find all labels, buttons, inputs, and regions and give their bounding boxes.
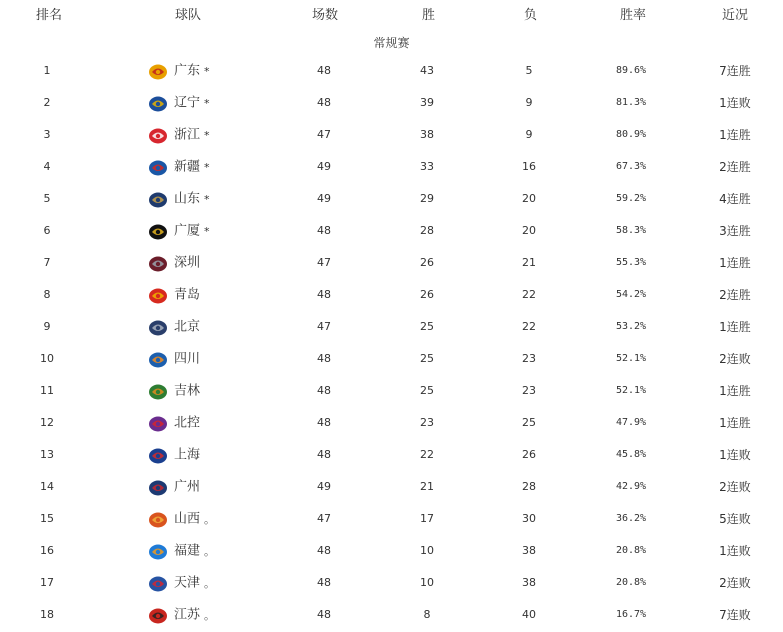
losses-cell: 40 bbox=[522, 608, 536, 621]
playoff-mark: * bbox=[204, 64, 210, 78]
win-pct-cell: 55.3% bbox=[615, 257, 647, 268]
losses-cell: 16 bbox=[522, 160, 536, 173]
rank-cell: 4 bbox=[43, 160, 51, 173]
team-cell[interactable] bbox=[148, 439, 204, 472]
games-cell: 47 bbox=[317, 256, 331, 269]
table-row[interactable] bbox=[0, 87, 783, 119]
team-name: 江苏 bbox=[174, 607, 201, 623]
table-row[interactable] bbox=[0, 567, 783, 599]
team-logo-icon bbox=[148, 351, 168, 369]
rank-cell: 17 bbox=[40, 576, 54, 589]
losses-cell: 30 bbox=[522, 512, 536, 525]
win-pct-cell: 20.8% bbox=[615, 545, 647, 556]
team-cell[interactable] bbox=[148, 215, 210, 248]
team-name: 广州 bbox=[174, 479, 201, 495]
team-name: 广东 bbox=[174, 63, 201, 79]
win-pct-cell: 89.6% bbox=[615, 65, 647, 76]
recent-form-cell: 2连败 bbox=[719, 480, 751, 494]
rank-cell: 18 bbox=[40, 608, 54, 621]
team-name: 福建 bbox=[174, 543, 201, 559]
rank-cell: 12 bbox=[40, 416, 54, 429]
table-row[interactable] bbox=[0, 119, 783, 151]
win-pct-cell: 36.2% bbox=[615, 513, 647, 524]
recent-form-cell: 4连胜 bbox=[719, 192, 751, 206]
team-logo-icon bbox=[148, 223, 168, 241]
header-pct: 胜率 bbox=[620, 8, 647, 23]
games-cell: 48 bbox=[317, 608, 331, 621]
playoff-mark: * bbox=[204, 224, 210, 238]
team-cell[interactable] bbox=[148, 311, 204, 344]
team-name: 上海 bbox=[174, 447, 201, 463]
wins-cell: 43 bbox=[420, 64, 434, 77]
wins-cell: 17 bbox=[420, 512, 434, 525]
team-name: 青岛 bbox=[174, 287, 201, 303]
header-losses: 负 bbox=[524, 8, 538, 23]
losses-cell: 20 bbox=[522, 192, 536, 205]
losses-cell: 9 bbox=[525, 128, 533, 141]
rank-cell: 13 bbox=[40, 448, 54, 461]
games-cell: 48 bbox=[317, 224, 331, 237]
team-logo-icon bbox=[148, 511, 168, 529]
team-logo-icon bbox=[148, 287, 168, 305]
rank-cell: 15 bbox=[40, 512, 54, 525]
team-logo-icon bbox=[148, 575, 168, 593]
games-cell: 48 bbox=[317, 288, 331, 301]
games-cell: 48 bbox=[317, 384, 331, 397]
team-logo-icon bbox=[148, 543, 168, 561]
team-cell[interactable] bbox=[148, 567, 215, 600]
team-name: 山东 bbox=[174, 191, 201, 207]
recent-form-cell: 1连败 bbox=[719, 544, 751, 558]
team-cell[interactable] bbox=[148, 375, 204, 408]
table-row[interactable] bbox=[0, 311, 783, 343]
losses-cell: 25 bbox=[522, 416, 536, 429]
team-logo-icon bbox=[148, 415, 168, 433]
wins-cell: 25 bbox=[420, 352, 434, 365]
win-pct-cell: 20.8% bbox=[615, 577, 647, 588]
team-name: 吉林 bbox=[174, 383, 201, 399]
team-logo-icon bbox=[148, 383, 168, 401]
rank-cell: 7 bbox=[43, 256, 51, 269]
games-cell: 48 bbox=[317, 64, 331, 77]
wins-cell: 26 bbox=[420, 256, 434, 269]
losses-cell: 38 bbox=[522, 576, 536, 589]
games-cell: 49 bbox=[317, 480, 331, 493]
rank-cell: 14 bbox=[40, 480, 54, 493]
team-logo-icon bbox=[148, 319, 168, 337]
team-name: 深圳 bbox=[174, 255, 201, 271]
recent-form-cell: 2连败 bbox=[719, 352, 751, 366]
rank-cell: 2 bbox=[43, 96, 51, 109]
team-cell[interactable] bbox=[148, 183, 210, 216]
team-logo-icon bbox=[148, 95, 168, 113]
recent-form-cell: 1连胜 bbox=[719, 384, 751, 398]
team-cell[interactable] bbox=[148, 87, 210, 120]
rank-cell: 3 bbox=[43, 128, 51, 141]
win-pct-cell: 52.1% bbox=[615, 353, 647, 364]
table-row[interactable] bbox=[0, 343, 783, 375]
rank-cell: 11 bbox=[40, 384, 54, 397]
team-cell[interactable] bbox=[148, 151, 210, 184]
team-name: 天津 bbox=[174, 575, 201, 591]
playoff-mark: * bbox=[204, 192, 210, 206]
games-cell: 49 bbox=[317, 192, 331, 205]
win-pct-cell: 67.3% bbox=[615, 161, 647, 172]
losses-cell: 22 bbox=[522, 320, 536, 333]
wins-cell: 10 bbox=[420, 544, 434, 557]
recent-form-cell: 3连胜 bbox=[719, 224, 751, 238]
team-logo-icon bbox=[148, 447, 168, 465]
team-logo-icon bbox=[148, 127, 168, 145]
games-cell: 49 bbox=[317, 160, 331, 173]
games-cell: 47 bbox=[317, 128, 331, 141]
table-header bbox=[0, 0, 783, 32]
wins-cell: 21 bbox=[420, 480, 434, 493]
recent-form-cell: 7连胜 bbox=[719, 64, 751, 78]
win-pct-cell: 42.9% bbox=[615, 481, 647, 492]
table-row[interactable] bbox=[0, 535, 783, 567]
games-cell: 48 bbox=[317, 544, 331, 557]
table-row[interactable] bbox=[0, 375, 783, 407]
recent-form-cell: 5连败 bbox=[719, 512, 751, 526]
team-logo-icon bbox=[148, 607, 168, 625]
team-cell[interactable] bbox=[148, 279, 204, 312]
rank-cell: 10 bbox=[40, 352, 54, 365]
games-cell: 48 bbox=[317, 448, 331, 461]
losses-cell: 9 bbox=[525, 96, 533, 109]
team-name: 四川 bbox=[174, 351, 201, 367]
table-row[interactable] bbox=[0, 183, 783, 215]
playoff-mark: * bbox=[204, 160, 210, 174]
games-cell: 48 bbox=[317, 352, 331, 365]
losses-cell: 21 bbox=[522, 256, 536, 269]
losses-cell: 22 bbox=[522, 288, 536, 301]
table-body bbox=[0, 55, 783, 631]
table-row[interactable] bbox=[0, 599, 783, 631]
games-cell: 48 bbox=[317, 96, 331, 109]
playoff-mark: 。 bbox=[204, 512, 216, 526]
team-cell[interactable] bbox=[148, 247, 204, 280]
recent-form-cell: 2连败 bbox=[719, 576, 751, 590]
rank-cell: 9 bbox=[43, 320, 51, 333]
losses-cell: 28 bbox=[522, 480, 536, 493]
playoff-mark: 。 bbox=[204, 576, 216, 590]
table-row[interactable] bbox=[0, 247, 783, 279]
header-games: 场数 bbox=[312, 8, 339, 23]
team-logo-icon bbox=[148, 159, 168, 177]
table-row[interactable] bbox=[0, 503, 783, 535]
team-name: 北京 bbox=[174, 319, 201, 335]
team-name: 北控 bbox=[174, 415, 201, 431]
playoff-mark: * bbox=[204, 128, 210, 142]
recent-form-cell: 2连胜 bbox=[719, 288, 751, 302]
wins-cell: 33 bbox=[420, 160, 434, 173]
recent-form-cell: 1连胜 bbox=[719, 128, 751, 142]
win-pct-cell: 16.7% bbox=[615, 609, 647, 620]
section-label-regular-season: 常规赛 bbox=[373, 36, 410, 50]
team-cell[interactable] bbox=[148, 55, 210, 88]
win-pct-cell: 59.2% bbox=[615, 193, 647, 204]
wins-cell: 25 bbox=[420, 320, 434, 333]
recent-form-cell: 1连败 bbox=[719, 96, 751, 110]
recent-form-cell: 1连败 bbox=[719, 448, 751, 462]
recent-form-cell: 1连胜 bbox=[719, 416, 751, 430]
wins-cell: 10 bbox=[420, 576, 434, 589]
team-logo-icon bbox=[148, 255, 168, 273]
team-name: 浙江 bbox=[174, 127, 201, 143]
win-pct-cell: 47.9% bbox=[615, 417, 647, 428]
playoff-mark: * bbox=[204, 96, 210, 110]
win-pct-cell: 54.2% bbox=[615, 289, 647, 300]
games-cell: 48 bbox=[317, 416, 331, 429]
table-row[interactable] bbox=[0, 407, 783, 439]
team-cell[interactable] bbox=[148, 535, 215, 568]
table-row[interactable] bbox=[0, 55, 783, 87]
win-pct-cell: 45.8% bbox=[615, 449, 647, 460]
wins-cell: 23 bbox=[420, 416, 434, 429]
wins-cell: 22 bbox=[420, 448, 434, 461]
playoff-mark: 。 bbox=[204, 544, 216, 558]
team-cell[interactable] bbox=[148, 503, 215, 536]
table-row[interactable] bbox=[0, 471, 783, 503]
games-cell: 47 bbox=[317, 320, 331, 333]
win-pct-cell: 58.3% bbox=[615, 225, 647, 236]
wins-cell: 25 bbox=[420, 384, 434, 397]
losses-cell: 26 bbox=[522, 448, 536, 461]
team-cell[interactable] bbox=[148, 471, 204, 504]
header-team: 球队 bbox=[175, 8, 202, 23]
team-name: 山西 bbox=[174, 511, 201, 527]
rank-cell: 16 bbox=[40, 544, 54, 557]
wins-cell: 38 bbox=[420, 128, 434, 141]
team-cell[interactable] bbox=[148, 599, 215, 632]
header-rank: 排名 bbox=[36, 8, 63, 23]
wins-cell: 28 bbox=[420, 224, 434, 237]
header-wins: 胜 bbox=[422, 8, 436, 23]
games-cell: 47 bbox=[317, 512, 331, 525]
rank-cell: 5 bbox=[43, 192, 51, 205]
win-pct-cell: 53.2% bbox=[615, 321, 647, 332]
wins-cell: 26 bbox=[420, 288, 434, 301]
table-row[interactable] bbox=[0, 439, 783, 471]
table-row[interactable] bbox=[0, 279, 783, 311]
team-cell[interactable] bbox=[148, 119, 210, 152]
recent-form-cell: 2连胜 bbox=[719, 160, 751, 174]
losses-cell: 23 bbox=[522, 352, 536, 365]
team-name: 辽宁 bbox=[174, 95, 201, 111]
recent-form-cell: 1连胜 bbox=[719, 256, 751, 270]
table-row[interactable] bbox=[0, 151, 783, 183]
recent-form-cell: 1连胜 bbox=[719, 320, 751, 334]
team-cell[interactable] bbox=[148, 343, 204, 376]
wins-cell: 8 bbox=[423, 608, 431, 621]
team-logo-icon bbox=[148, 63, 168, 81]
losses-cell: 38 bbox=[522, 544, 536, 557]
header-recent: 近况 bbox=[722, 8, 749, 23]
team-name: 新疆 bbox=[174, 159, 201, 175]
table-row[interactable] bbox=[0, 215, 783, 247]
rank-cell: 1 bbox=[43, 64, 51, 77]
win-pct-cell: 52.1% bbox=[615, 385, 647, 396]
losses-cell: 23 bbox=[522, 384, 536, 397]
rank-cell: 6 bbox=[43, 224, 51, 237]
games-cell: 48 bbox=[317, 576, 331, 589]
wins-cell: 29 bbox=[420, 192, 434, 205]
losses-cell: 5 bbox=[525, 64, 533, 77]
team-cell[interactable] bbox=[148, 407, 204, 440]
win-pct-cell: 81.3% bbox=[615, 97, 647, 108]
team-logo-icon bbox=[148, 191, 168, 209]
team-logo-icon bbox=[148, 479, 168, 497]
recent-form-cell: 7连败 bbox=[719, 608, 751, 622]
team-name: 广厦 bbox=[174, 223, 201, 239]
playoff-mark: 。 bbox=[204, 608, 216, 622]
wins-cell: 39 bbox=[420, 96, 434, 109]
win-pct-cell: 80.9% bbox=[615, 129, 647, 140]
losses-cell: 20 bbox=[522, 224, 536, 237]
rank-cell: 8 bbox=[43, 288, 51, 301]
